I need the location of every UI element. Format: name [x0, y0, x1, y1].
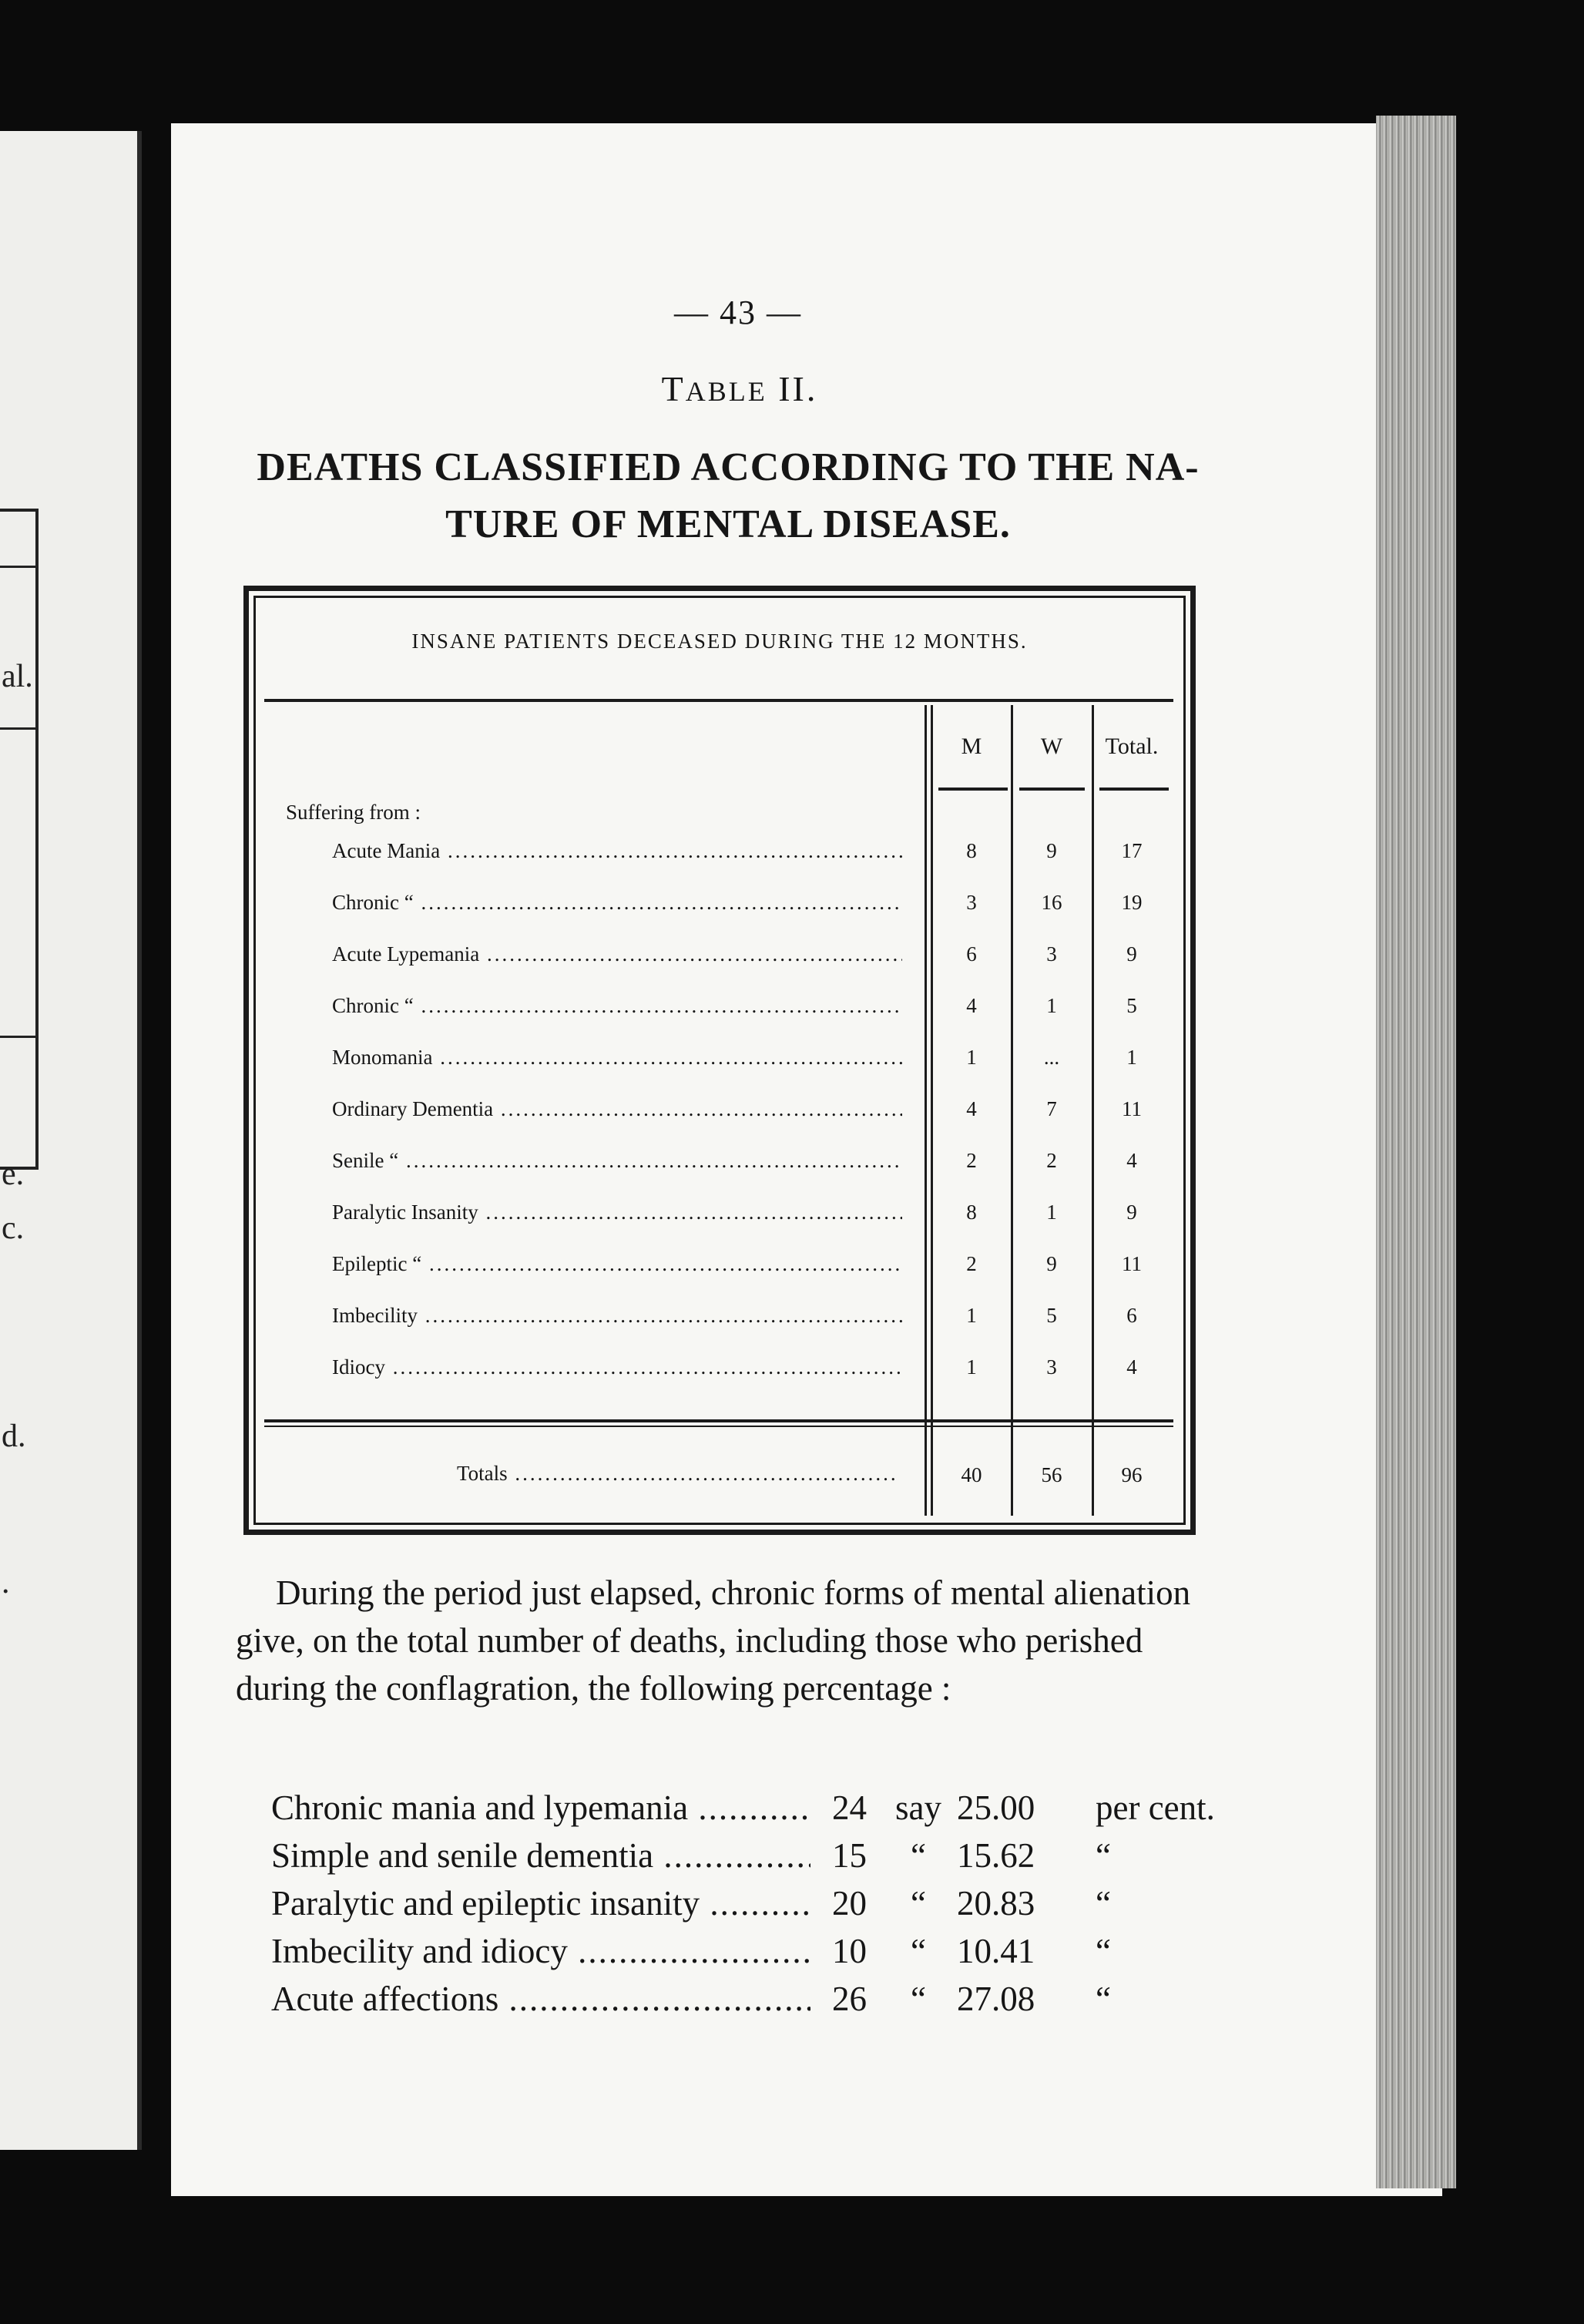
row-m: 1 [966, 1355, 977, 1379]
table-header: INSANE PATIENTS DECEASED DURING THE 12 MONTHS. [411, 630, 1028, 653]
row-m: 3 [966, 891, 977, 914]
row-label: Acute Lypemania ..... [332, 942, 902, 966]
row-total: 6 [1126, 1304, 1137, 1327]
row-label: Monomania ..... [332, 1046, 902, 1070]
column-header-m: M [961, 734, 982, 759]
table-row [332, 1201, 1175, 1231]
row-label: Senile “ ..... [332, 1149, 902, 1173]
percentage-item [271, 1931, 1234, 1977]
totals-w: 56 [1041, 1463, 1062, 1486]
percentage-say: “ [911, 1836, 926, 1875]
table-row [332, 1046, 1175, 1076]
title-line-2: TURE OF MENTAL DISEASE. [445, 502, 1011, 546]
row-w: 7 [1046, 1097, 1057, 1120]
table-rule [264, 699, 1173, 702]
table-row [332, 1149, 1175, 1180]
left-fragment-text: d. [2, 1419, 26, 1454]
percentage-unit: “ [1096, 1836, 1111, 1875]
caption-rest: ABLE [685, 376, 767, 407]
percentage-value: 10.41 [957, 1932, 1035, 1970]
page-number: — 43 — [674, 294, 802, 331]
row-m: 1 [966, 1304, 977, 1327]
percentage-say: say [895, 1788, 941, 1827]
row-m: 2 [966, 1149, 977, 1172]
row-m: 2 [966, 1252, 977, 1275]
totals-label: Totals ..... [457, 1462, 896, 1486]
percentage-label: Acute affections ..... [271, 1979, 810, 2019]
percentage-unit: “ [1096, 1980, 1111, 2018]
percentage-item [271, 1788, 1234, 1834]
row-m: 4 [966, 1097, 977, 1120]
row-label: Acute Mania ..... [332, 839, 902, 863]
totals-m: 40 [961, 1463, 982, 1486]
row-w: 5 [1046, 1304, 1057, 1327]
row-w: 2 [1046, 1149, 1057, 1172]
caption-initial: T [661, 369, 686, 408]
row-w: 9 [1046, 1252, 1057, 1275]
row-w: 9 [1046, 839, 1057, 862]
percentage-count: 10 [832, 1932, 867, 1970]
row-label: Chronic “ ..... [332, 891, 902, 915]
body-paragraph [236, 1569, 1199, 1712]
paragraph-text: During the period just elapsed, chronic forms of mental alienation give, on the total number of deaths, including those who perished during the conflagration, the following percentage : [236, 1573, 1191, 1708]
page-edge [1376, 116, 1456, 2188]
row-label: Imbecility ..... [332, 1304, 902, 1328]
deaths-table [243, 586, 1196, 1535]
table-row [332, 1355, 1175, 1386]
percentage-label: Imbecility and idiocy ..... [271, 1931, 810, 1971]
percentage-value: 27.08 [957, 1980, 1035, 2018]
table-caption [601, 368, 878, 409]
row-total: 4 [1126, 1149, 1137, 1172]
table-row [332, 942, 1175, 973]
percentage-value: 25.00 [957, 1788, 1035, 1827]
percentage-unit: “ [1096, 1884, 1111, 1923]
percentage-value: 20.83 [957, 1884, 1035, 1923]
percentage-item [271, 1979, 1234, 2025]
table-row [332, 1252, 1175, 1283]
row-w: 3 [1046, 1355, 1057, 1379]
table-row [332, 891, 1175, 922]
percentage-say: “ [911, 1932, 926, 1970]
row-label: Chronic “ ..... [332, 994, 902, 1018]
column-header-rule [1099, 788, 1169, 791]
table-row [332, 1097, 1175, 1128]
left-fragment-text: al. [2, 659, 33, 694]
table-rule [264, 1426, 1173, 1427]
left-page-table-fragment [0, 509, 39, 1170]
percentage-count: 15 [832, 1836, 867, 1875]
percentage-unit: “ [1096, 1932, 1111, 1970]
table-row [332, 839, 1175, 870]
percentage-label: Paralytic and epileptic insanity ..... [271, 1883, 810, 1923]
column-header-rule [1019, 788, 1085, 791]
table-row [332, 994, 1175, 1025]
row-total: 1 [1126, 1046, 1137, 1069]
row-label: Epileptic “ ..... [332, 1252, 902, 1276]
title-line-1: DEATHS CLASSIFIED ACCORDING TO THE NA- [257, 445, 1200, 489]
column-header-total: Total. [1105, 734, 1159, 759]
percentage-unit: per cent. [1096, 1788, 1215, 1827]
row-w: 1 [1046, 994, 1057, 1017]
row-m: 8 [966, 1201, 977, 1224]
caption-numeral: II. [778, 369, 818, 408]
row-total: 17 [1121, 839, 1143, 862]
percentage-say: “ [911, 1980, 926, 2018]
percentage-label: Chronic mania and lypemania ..... [271, 1788, 810, 1828]
left-page-fragment [0, 131, 142, 2150]
totals-total: 96 [1121, 1463, 1143, 1486]
row-m: 6 [966, 942, 977, 966]
row-total: 11 [1122, 1097, 1142, 1120]
row-label: Idiocy ..... [332, 1355, 902, 1379]
row-total: 5 [1126, 994, 1137, 1017]
row-w: 16 [1041, 891, 1062, 914]
row-total: 4 [1126, 1355, 1137, 1379]
row-m: 4 [966, 994, 977, 1017]
percentage-item [271, 1883, 1234, 1929]
row-total: 19 [1121, 891, 1143, 914]
percentage-count: 20 [832, 1884, 867, 1923]
fragment-rule [0, 566, 35, 568]
row-w: 1 [1046, 1201, 1057, 1224]
row-w: 3 [1046, 942, 1057, 966]
group-label: Suffering from : [286, 801, 421, 824]
fragment-rule [0, 727, 35, 730]
page-title [247, 439, 1210, 553]
fragment-rule [0, 1036, 35, 1038]
percentage-count: 26 [832, 1980, 867, 2018]
percentage-item [271, 1835, 1234, 1882]
table-row [332, 1304, 1175, 1335]
row-w: ... [1043, 1046, 1060, 1069]
row-total: 11 [1122, 1252, 1142, 1275]
column-header-rule [938, 788, 1008, 791]
left-fragment-text: e. [2, 1157, 25, 1192]
row-m: 8 [966, 839, 977, 862]
table-rule [264, 1419, 1173, 1422]
percentage-label: Simple and senile dementia ..... [271, 1835, 810, 1876]
percentage-count: 24 [832, 1788, 867, 1827]
left-fragment-text: . [2, 1565, 10, 1600]
percentage-value: 15.62 [957, 1836, 1035, 1875]
row-m: 1 [966, 1046, 977, 1069]
row-total: 9 [1126, 942, 1137, 966]
row-label: Paralytic Insanity ..... [332, 1201, 902, 1224]
row-label: Ordinary Dementia ..... [332, 1097, 902, 1121]
percentage-say: “ [911, 1884, 926, 1923]
column-header-w: W [1040, 734, 1063, 759]
row-total: 9 [1126, 1201, 1137, 1224]
left-fragment-text: c. [2, 1211, 25, 1246]
